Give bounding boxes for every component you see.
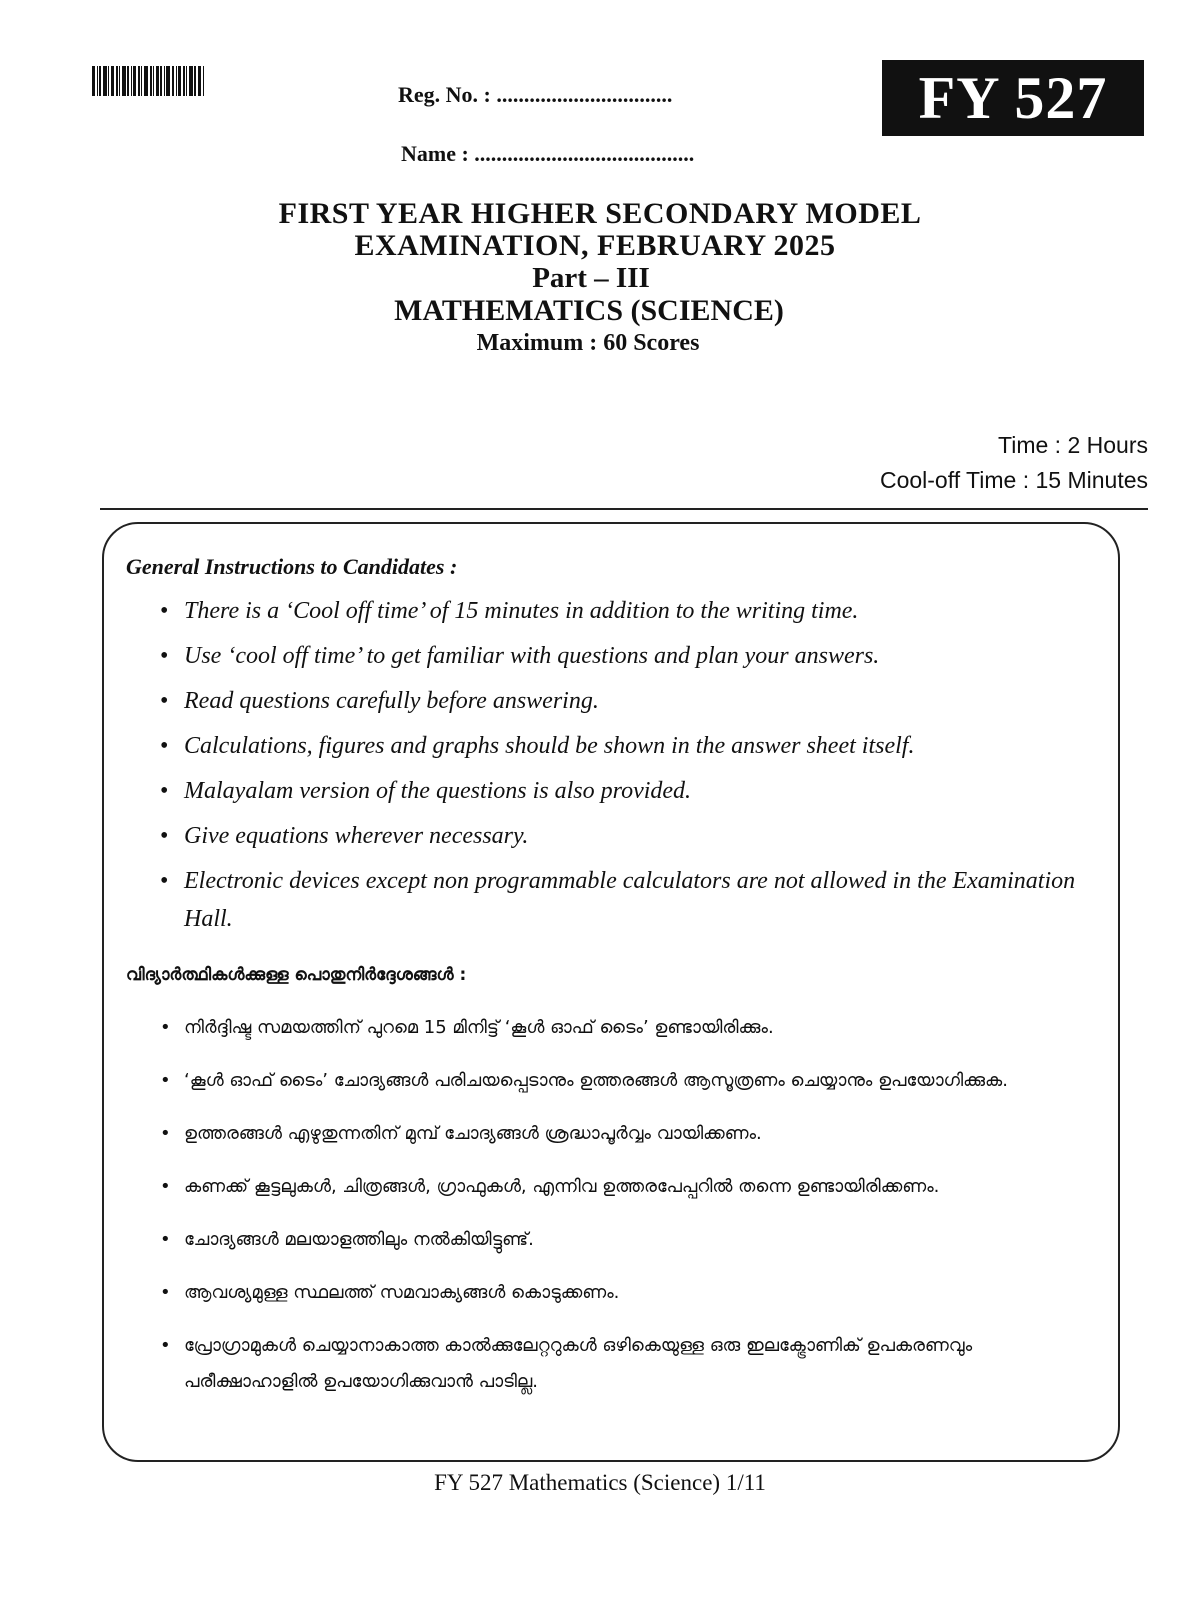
list-item: • Give equations wherever necessary. xyxy=(158,817,1088,855)
list-item: • പ്രോഗ്രാമുകൾ ചെയ്യാനാകാത്ത കാൽക്കുലേറ്ററുകൾ ഒഴികെയുള്ള ഒരു ഇലക്ട്രോണിക് ഉപകരണവും പരീക്ഷാഹാളിൽ ഉപയോഗിക്കുവാൻ പാടില്ല. xyxy=(158,1328,1098,1400)
instructions-heading-en: General Instructions to Candidates : xyxy=(126,554,458,579)
reg-no-field: Reg. No. : ................................ xyxy=(398,82,673,107)
list-item: • ആവശ്യമുള്ള സ്ഥലത്ത് സമവാക്യങ്ങൾ കൊടുക്കണം. xyxy=(158,1275,1098,1311)
exam-title-line1: FIRST YEAR HIGHER SECONDARY MODEL xyxy=(278,197,922,230)
list-item: • Calculations, figures and graphs should be shown in the answer sheet itself. xyxy=(158,727,1088,765)
barcode xyxy=(92,66,264,96)
exam-subject: MATHEMATICS (SCIENCE) xyxy=(394,294,784,327)
list-item: • ചോദ്യങ്ങൾ മലയാളത്തിലും നൽകിയിട്ടുണ്ട്. xyxy=(158,1222,1098,1258)
list-item: • Use ‘cool off time’ to get familiar with questions and plan your answers. xyxy=(158,637,1088,675)
list-item: • Electronic devices except non programmable calculators are not allowed in the Examination Hall. xyxy=(158,862,1088,938)
name-field: Name : ........................................ xyxy=(401,141,695,166)
exam-code-badge: FY 527 xyxy=(882,60,1144,136)
page-footer: FY 527 Mathematics (Science) 1/11 xyxy=(434,1470,766,1495)
max-scores: Maximum : 60 Scores xyxy=(476,330,700,356)
list-item: • Read questions carefully before answering. xyxy=(158,682,1088,720)
list-item: • ഉത്തരങ്ങൾ എഴുതുന്നതിന് മുമ്പ് ചോദ്യങ്ങൾ ശ്രദ്ധാപൂർവ്വം വായിക്കണം. xyxy=(158,1116,1098,1152)
instructions-heading-ml: വിദ്യാർത്ഥികൾക്കുള്ള പൊതുനിർദ്ദേശങ്ങൾ : xyxy=(126,965,467,985)
timing-block xyxy=(880,428,1148,498)
list-item: • ‘കൂൾ ഓഫ് ടൈം’ ചോദ്യങ്ങൾ പരിചയപ്പെടാനും ഉത്തരങ്ങൾ ആസൂത്രണം ചെയ്യാനും ഉപയോഗിക്കുക. xyxy=(158,1063,1098,1099)
list-item: • Malayalam version of the questions is also provided. xyxy=(158,772,1088,810)
instructions-list-en xyxy=(158,592,1088,945)
time-label: Time : 2 Hours xyxy=(998,432,1148,458)
divider xyxy=(100,508,1148,510)
list-item: • കണക്ക് കൂട്ടലുകൾ, ചിത്രങ്ങൾ, ഗ്രാഫുകൾ, എന്നിവ ഉത്തരപേപ്പറിൽ തന്നെ ഉണ്ടായിരിക്കണം. xyxy=(158,1169,1098,1205)
list-item: • There is a ‘Cool off time’ of 15 minutes in addition to the writing time. xyxy=(158,592,1088,630)
instructions-list-ml xyxy=(158,1010,1098,1417)
exam-title-line2: EXAMINATION, FEBRUARY 2025 xyxy=(354,229,836,262)
exam-part: Part – III xyxy=(532,262,650,294)
exam-title-block xyxy=(0,198,1200,358)
list-item: • നിർദ്ദിഷ്ട സമയത്തിന് പുറമെ 15 മിനിട്ട് ‘കൂൾ ഓഫ് ടൈം’ ഉണ്ടായിരിക്കും. xyxy=(158,1010,1098,1046)
cool-off-label: Cool-off Time : 15 Minutes xyxy=(879,467,1148,493)
